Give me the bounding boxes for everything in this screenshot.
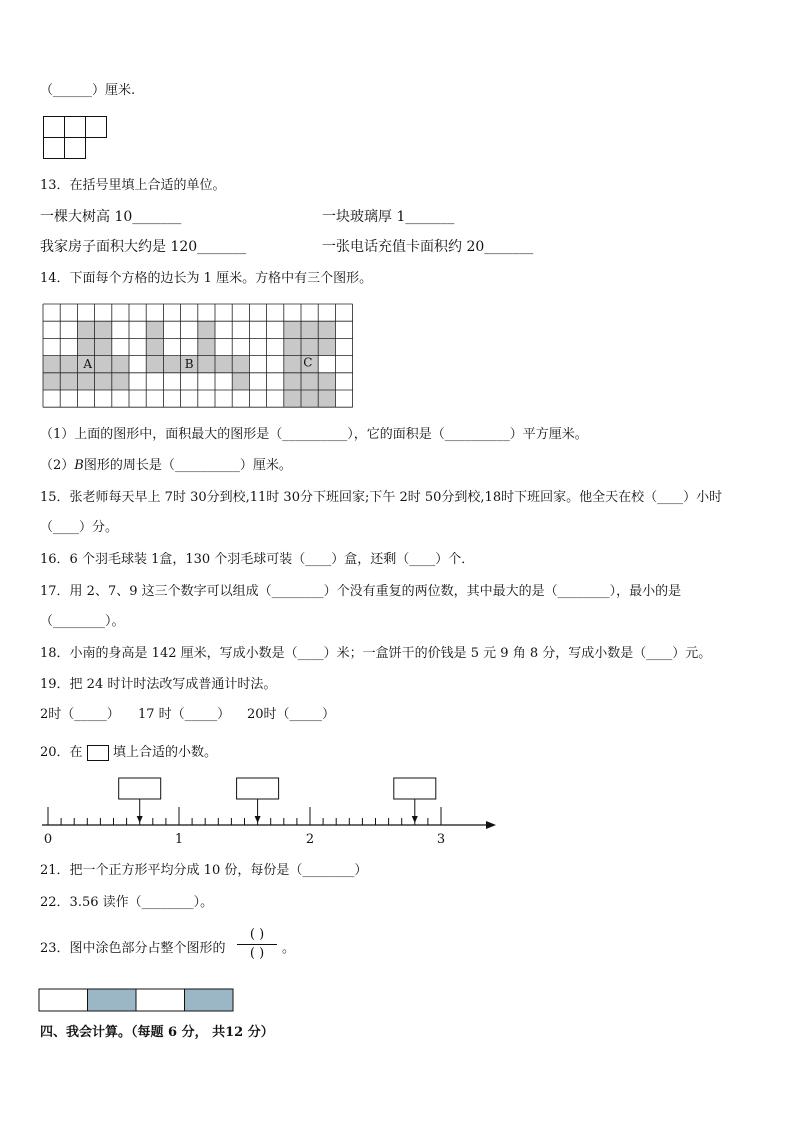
shaded-cell	[112, 373, 129, 390]
q16: 16．6 个羽毛球装 1盒，130 个羽毛球可装（____）盒，还剩（____）个．	[40, 552, 475, 567]
q17-line2: （________）。	[40, 614, 125, 629]
answer-box	[237, 778, 279, 799]
q19-item-c: 20时（_____）	[247, 707, 336, 722]
shaded-cell	[301, 338, 318, 355]
q22: 22．3.56 读作（________）。	[40, 895, 214, 910]
shaded-cell	[318, 338, 335, 355]
q20-number-line	[38, 777, 508, 847]
shaded-cell	[284, 373, 301, 390]
pointer-arrowhead	[137, 816, 143, 823]
shape-label-c: C	[303, 355, 313, 370]
answer-box	[394, 778, 436, 799]
shaded-cell	[284, 356, 301, 373]
shaded-cell	[198, 356, 215, 373]
q12-answer-tail: （______）厘米.	[40, 83, 136, 98]
q14-grid-figure	[42, 303, 354, 409]
q23-end: 。	[282, 941, 296, 956]
pointer-arrowhead	[255, 816, 261, 823]
shaded-cell	[146, 321, 163, 338]
shaded-cell	[146, 338, 163, 355]
tick-label-3: 3	[436, 832, 446, 847]
q15-line2: （____）分。	[40, 520, 119, 535]
q23-fraction-bar	[237, 944, 277, 945]
tick-label-2: 2	[305, 832, 315, 847]
q14-part2-text: 图形的周长是（__________）厘米。	[83, 458, 292, 473]
q13-item-d: 一张电话充值卡面积约 20_______	[322, 239, 534, 255]
shaded-cell	[43, 356, 60, 373]
blank-part	[39, 989, 88, 1011]
q14-part1: （1）上面的图形中，面积最大的图形是（__________），它的面积是（__________）平方厘米。	[40, 427, 588, 442]
tick-label-1: 1	[174, 832, 184, 847]
q14-part2-prefix: （2）	[40, 458, 75, 473]
shaded-cell	[301, 373, 318, 390]
q14-title: 14．下面每个方格的边长为 1 厘米。方格中有三个图形。	[40, 271, 373, 286]
q19-item-a: 2时（_____）	[40, 707, 120, 722]
q13-title: 13．在括号里填上合适的单位。	[40, 178, 226, 193]
q23-numerator: ( )	[249, 927, 265, 942]
shaded-cell	[198, 338, 215, 355]
q13-item-b: 一块玻璃厚 1_______	[322, 209, 455, 225]
shaded-cell	[60, 373, 77, 390]
shaded-cell	[146, 356, 163, 373]
q15-line1: 15．张老师每天早上 7时 30分到校,11时 30分下班回家;下午 2时 50分到校,18时下班回家。他全天在校（____）小时	[40, 490, 723, 505]
q20-prefix: 20．在	[40, 745, 83, 760]
shaded-cell	[95, 338, 112, 355]
shaded-cell	[284, 321, 301, 338]
shaded-cell	[198, 321, 215, 338]
shaded-part	[88, 989, 137, 1011]
q20-inline-box	[87, 745, 109, 761]
section-4-heading: 四、我会计算。（每题 6 分， 共12 分）	[40, 1025, 274, 1040]
pointer-arrowhead	[412, 816, 418, 823]
shaded-cell	[95, 356, 112, 373]
q23-strip-figure	[38, 988, 234, 1014]
shaded-cell	[215, 356, 232, 373]
shaded-cell	[232, 356, 249, 373]
blank-part	[136, 989, 185, 1011]
shaded-part	[185, 989, 234, 1011]
q21: 21．把一个正方形平均分成 10 份，每份是（________）	[40, 863, 368, 878]
shaded-cell	[77, 338, 94, 355]
shaded-cell	[284, 338, 301, 355]
q23-text: 23．图中涂色部分占整个图形的	[40, 941, 226, 956]
shaded-cell	[301, 390, 318, 407]
q20-suffix: 填上合适的小数。	[113, 745, 218, 760]
shaded-cell	[318, 373, 335, 390]
shaded-cell	[95, 373, 112, 390]
shaded-cell	[163, 356, 180, 373]
q18: 18．小南的身高是 142 厘米，写成小数是（____）米；一盒饼干的价钱是 5 元 9 角 8 分，写成小数是（____）元。	[40, 646, 712, 661]
shaded-cell	[301, 321, 318, 338]
q14-part2	[40, 457, 292, 475]
shaded-cell	[43, 373, 60, 390]
shaded-cell	[232, 373, 249, 390]
shaded-cell	[60, 356, 77, 373]
q13-item-c: 我家房子面积大约是 120_______	[40, 239, 247, 255]
q23-denominator: ( )	[249, 946, 265, 961]
q19-title: 19．把 24 时计时法改写成普通计时法。	[40, 677, 277, 692]
shaded-cell	[318, 321, 335, 338]
shaded-cell	[95, 321, 112, 338]
q14-part2-figure-b: B	[74, 458, 84, 473]
shaded-cell	[77, 373, 94, 390]
q23-fraction	[237, 927, 277, 962]
answer-box	[119, 778, 161, 799]
shaded-cell	[112, 356, 129, 373]
q17-line1: 17．用 2、7、9 这三个数字可以组成（________）个没有重复的两位数，其中最大的是（________），最小的是	[40, 584, 682, 599]
shape-label-a: A	[83, 357, 93, 372]
axis-arrowhead	[486, 821, 496, 829]
shaded-cell	[318, 390, 335, 407]
shaded-cell	[284, 390, 301, 407]
q13-item-a: 一棵大树高 10_______	[40, 209, 182, 225]
shape-label-b: B	[184, 357, 194, 372]
shaded-cell	[77, 321, 94, 338]
tick-label-0: 0	[43, 832, 53, 847]
q12-net-figure	[42, 114, 112, 160]
q19-item-b: 17 时（_____）	[138, 707, 231, 722]
